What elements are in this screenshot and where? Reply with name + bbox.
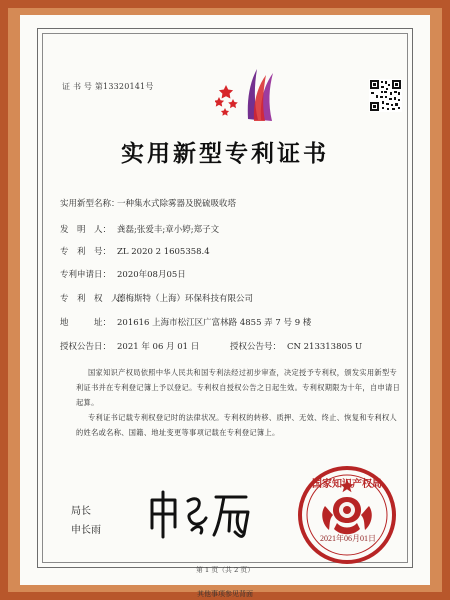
- director-name: 申长雨: [71, 525, 101, 536]
- field-address: [60, 316, 311, 328]
- field-value: CN 213313805 U: [287, 342, 363, 352]
- field-inventors: [60, 223, 219, 235]
- footer-note: 其他事项参见背面: [197, 590, 253, 598]
- director-signature: [138, 487, 258, 541]
- field-label: 专 利 号：: [60, 247, 112, 257]
- field-label: 专 利 权 人：: [60, 294, 129, 304]
- field-grant-date: [60, 340, 199, 352]
- director-title: 局长: [71, 506, 91, 517]
- field-label: 实用新型名称：: [60, 199, 120, 209]
- field-utility-model-name: [60, 197, 236, 209]
- certificate-title: 实用新型专利证书: [121, 140, 329, 167]
- certificate-body: [76, 365, 401, 440]
- field-patent-number: [60, 245, 210, 257]
- certificate-paper: [20, 15, 430, 598]
- seal-date: 2021年06月01日: [320, 534, 376, 543]
- logo-stars: [215, 85, 238, 116]
- field-patentee: [60, 292, 253, 304]
- svg-text:国家知识产权局: 国家知识产权局: [312, 479, 382, 490]
- field-value: 龚磊;张爱丰;章小婷;郑子文: [117, 225, 220, 235]
- body-paragraph: 专利证书记载专利权登记时的法律状况。专利权的转移、质押、无效、终止、恢复和专利权人的姓名或名称、国籍、地址变更等事项记载在专利登记簿上。: [76, 413, 398, 437]
- official-seal: [295, 463, 399, 567]
- field-label: 授权公告号：: [230, 342, 282, 352]
- field-label: 专利申请日：: [60, 270, 112, 280]
- field-grant-publication-number: [230, 340, 362, 352]
- field-value: 2020年08月05日: [117, 270, 186, 280]
- field-label: 地 址：: [60, 318, 112, 328]
- field-label: 授权公告日：: [60, 342, 112, 352]
- field-label: 发 明 人：: [60, 225, 112, 235]
- field-application-date: [60, 268, 186, 280]
- field-value: 2021 年 06 月 01 日: [117, 342, 200, 352]
- qr-code: [369, 79, 402, 112]
- field-value: ZL 2020 2 1605358.4: [117, 247, 210, 257]
- body-paragraph: 国家知识产权局依照中华人民共和国专利法经过初步审查，决定授予专利权，颁发实用新型专利证书并在专利登记簿上予以登记。专利权自授权公告之日起生效。专利权期限为十年，自申请日起算。: [76, 368, 401, 407]
- field-value: 201616 上海市松江区广富林路 4855 弄 7 号 9 楼: [117, 318, 312, 328]
- certificate-number: 证 书 号 第13320141号: [62, 82, 154, 91]
- field-value: 一种集水式除雾器及脱硫吸收塔: [117, 199, 237, 209]
- patent-office-logo: [215, 63, 291, 125]
- field-value: 德梅斯特（上海）环保科技有限公司: [117, 294, 254, 304]
- page-number: 第 1 页（共 2 页）: [195, 566, 255, 574]
